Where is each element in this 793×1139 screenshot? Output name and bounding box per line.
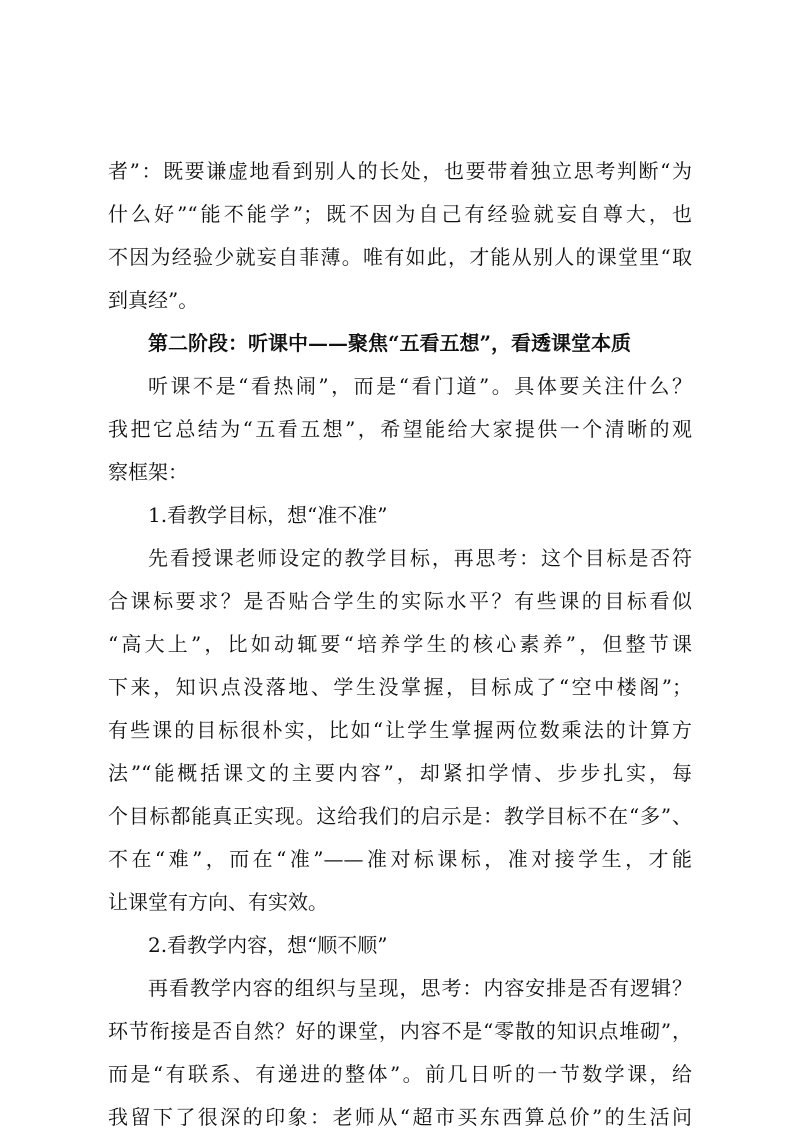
text-line: 到真经”。 [108,288,199,312]
text-line: 下来，知识点没落地、学生没掌握，目标成了“空中楼阁”； [108,675,692,699]
text-line: 者”：既要谦虚地看到别人的长处，也要带着独立思考判断“为 [108,159,692,183]
text-line: 让课堂有方向、有实效。 [108,890,328,914]
text-line: 察框架： [108,460,188,484]
subheading-2: 2.看教学内容，想“顺不顺” [148,933,388,957]
text-line: 环节衔接是否自然？好的课堂，内容不是“零散的知识点堆砌”， [108,1019,692,1043]
text-line: 不在“难”，而在“准”——准对标课标，准对接学生，才能 [108,847,692,871]
text-line: 不因为经验少就妄自菲薄。唯有如此，才能从别人的课堂里“取 [108,245,692,269]
text-line: 再看教学内容的组织与呈现，思考：内容安排是否有逻辑？ [148,976,692,1000]
text-line: “高大上”，比如动辄要“培养学生的核心素养”，但整节课 [108,632,692,656]
text-line: 而是“有联系、有递进的整体”。前几日听的一节数学课，给 [108,1062,692,1086]
subheading-1: 1.看教学目标，想“准不准” [148,503,388,527]
text-line: 什么好”“能不能学”；既不因为自己有经验就妄自尊大，也 [108,202,692,226]
text-line: 个目标都能真正实现。这给我们的启示是：教学目标不在“多”、 [108,804,692,828]
text-line: 我留下了很深的印象：老师从“超市买东西算总价”的生活问 [108,1105,692,1129]
section-heading: 第二阶段：听课中——聚焦“五看五想”，看透课堂本质 [148,331,632,355]
text-line: 有些课的目标很朴实，比如“让学生掌握两位数乘法的计算方 [108,718,692,742]
text-line: 听课不是“看热闹”，而是“看门道”。具体要关注什么？ [148,374,692,398]
text-line: 法”“能概括课文的主要内容”，却紧扣学情、步步扎实，每 [108,761,692,785]
text-line: 我把它总结为“五看五想”，希望能给大家提供一个清晰的观 [108,417,692,441]
document-page [108,150,692,1139]
text-line: 先看授课老师设定的教学目标，再思考：这个目标是否符 [148,546,692,570]
text-line: 合课标要求？是否贴合学生的实际水平？有些课的目标看似 [108,589,692,613]
